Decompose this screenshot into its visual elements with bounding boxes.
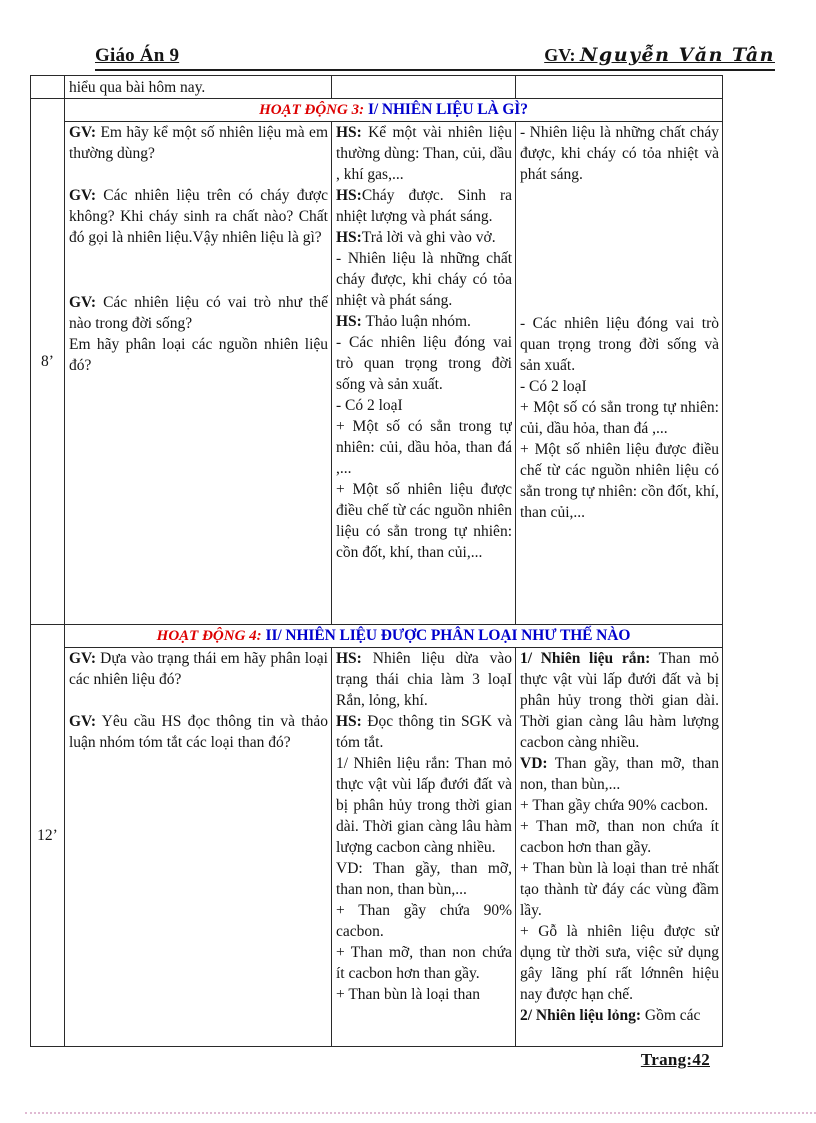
activity-3-header-row (31, 99, 723, 122)
paragraph-text: + Một số có sẳn trong tự nhiên: củi, dầu hỏa, than đá ,... (520, 399, 719, 437)
hs-paragraph (336, 248, 512, 311)
note-paragraph (520, 1005, 719, 1026)
gv-paragraph (69, 334, 328, 376)
paragraph-text: + Gỗ là nhiên liệu được sử dụng từ thời sưa, việc sử dụng gây lãng phí rất lớnnên hiệu nay được hạn chế. (520, 923, 719, 1003)
gv-cell (65, 648, 332, 1047)
note-paragraph (520, 122, 719, 185)
speaker-label: GV: (69, 294, 96, 311)
speaker-label: HS: (336, 713, 362, 730)
document-title: Giáo Án 9 (95, 45, 180, 66)
paragraph-text: Gồm các (641, 1007, 701, 1024)
note-paragraph (520, 795, 719, 816)
notes-cell (516, 122, 723, 625)
hs-paragraph (336, 395, 512, 416)
note-paragraph (520, 439, 719, 523)
hs-paragraph (336, 332, 512, 395)
carryover-text: hiểu qua bài hôm nay. (69, 79, 206, 96)
paragraph-text: + Một số nhiên liệu được điều chế từ các nguồn nhiên liệu có sẳn trong tự nhiên: cồn đốt, khí, than củi,... (520, 441, 719, 521)
hs-paragraph (336, 648, 512, 711)
notes-cell (516, 76, 723, 99)
paragraph-text: + Than bùn là loại than trẻ nhất tạo thành từ đáy các vùng đầm lầy. (520, 860, 719, 919)
paragraph-text: + Than mỡ, than non chứa ít cacbon hơn than gầy. (336, 944, 512, 982)
paragraph-text: Dựa vào trạng thái em hãy phân loại các nhiên liệu đó? (69, 650, 328, 688)
speaker-label: GV: (69, 124, 96, 141)
paragraph-text: 1/ Nhiên liệu rắn: Than mỏ thực vật vùi lấp đưới đất và bị phân hủy trong thời gian dài. Thời gian càng lâu hàm lượng cacbon càng nhiều. (336, 755, 512, 856)
teacher-credit (544, 44, 775, 66)
activity-3-content-row (31, 122, 723, 625)
speaker-label: HS: (336, 187, 362, 204)
paragraph-text: + Than gầy chứa 90% cacbon. (520, 797, 709, 814)
activity-label: HOẠT ĐỘNG 4: (156, 628, 262, 644)
paragraph-text: - Có 2 loạI (520, 378, 587, 395)
gv-cell (65, 122, 332, 625)
paragraph-text: - Các nhiên liệu đóng vai trò quan trọng trong đời sống và sản xuất. (336, 334, 512, 393)
gv-paragraph (69, 185, 328, 248)
paragraph-text: Em hãy phân loại các nguồn nhiên liệu đó? (69, 336, 328, 374)
speaker-label: HS: (336, 313, 362, 330)
note-paragraph (520, 816, 719, 858)
paragraph-text: Nhiên liệu dừa vào trạng thái chia làm 3 loạI Rắn, lỏng, khí. (336, 650, 512, 709)
speaker-label: HS: (336, 650, 362, 667)
hs-paragraph (336, 185, 512, 227)
hs-paragraph (336, 122, 512, 185)
hs-paragraph (336, 753, 512, 858)
gv-paragraph (69, 292, 328, 334)
note-paragraph (520, 648, 719, 753)
speaker-label: GV: (69, 650, 96, 667)
paragraph-text: Em hãy kể một số nhiên liệu mà em thường dùng? (69, 124, 328, 162)
hs-paragraph (336, 416, 512, 479)
activity-3-title-cell (65, 99, 723, 122)
speaker-label: GV: (69, 187, 96, 204)
paragraph-text: - Nhiên liệu là những chất cháy được, khi cháy có tỏa nhiệt và phát sáng. (520, 124, 719, 183)
gv-paragraph (69, 122, 328, 164)
hs-paragraph (336, 900, 512, 942)
hs-paragraph (336, 227, 512, 248)
hs-paragraph (336, 942, 512, 984)
carryover-row (31, 76, 723, 99)
activity-4-header-row (31, 625, 723, 648)
note-paragraph (520, 753, 719, 795)
paragraph-text: Các nhiên liệu có vai trò như thế nào trong đời sống? (69, 294, 328, 332)
page-header (95, 44, 775, 71)
paragraph-text: Đọc thông tin SGK và tóm tắt. (336, 713, 512, 751)
time-cell (31, 99, 65, 625)
hs-cell (332, 648, 516, 1047)
activity-4-content-row (31, 648, 723, 1047)
hs-cell (332, 122, 516, 625)
gv-paragraph (69, 648, 328, 690)
paragraph-text: VD: Than gầy, than mỡ, than non, than bùn,... (336, 860, 512, 898)
paragraph-text: Yêu cầu HS đọc thông tin và thảo luận nhóm tóm tắt các loại than đó? (69, 713, 328, 751)
duration: 8’ (41, 353, 54, 370)
hs-paragraph (336, 858, 512, 900)
paragraph-text: Các nhiên liệu trên có cháy được không? Khi cháy sinh ra chất nào? Chất đó gọi là nhiên liệu.Vậy nhiên liệu là gì? (69, 187, 328, 246)
hs-paragraph (336, 984, 512, 1005)
time-cell (31, 76, 65, 99)
speaker-label: HS: (336, 124, 362, 141)
paragraph-text: - Nhiên liệu là những chất cháy được, khi cháy có tỏa nhiệt và phát sáng. (336, 250, 512, 309)
note-paragraph (520, 313, 719, 376)
teacher-label: GV: (544, 45, 581, 65)
gv-cell (65, 76, 332, 99)
paragraph-text: Than gầy, than mỡ, than non, than bùn,... (520, 755, 719, 793)
term-label: 2/ Nhiên liệu lỏng: (520, 1007, 642, 1024)
paragraph-text: - Các nhiên liệu đóng vai trò quan trọng trong đời sống và sản xuất. (520, 315, 719, 374)
spacer (69, 248, 328, 292)
hs-paragraph (336, 711, 512, 753)
hs-cell (332, 76, 516, 99)
note-paragraph (520, 921, 719, 1005)
paragraph-text: Trả lời và ghi vào vở. (361, 229, 496, 246)
paragraph-text: - Có 2 loạI (336, 397, 403, 414)
paragraph-text: Than mỏ thực vật vùi lấp đưới đất và bị phân hủy trong thời gian dài. Thời gian càng lâu hàm lượng cacbon càng nhiều. (520, 650, 719, 751)
paragraph-text: + Than bùn là loại than (336, 986, 481, 1003)
lesson-plan-table (30, 75, 723, 1047)
activity-4-title-cell (65, 625, 723, 648)
bottom-dotted-divider (25, 1112, 816, 1114)
spacer (69, 164, 328, 185)
speaker-label: HS: (336, 229, 362, 246)
activity-title: I/ NHIÊN LIỆU LÀ GÌ? (367, 101, 528, 118)
hs-paragraph (336, 311, 512, 332)
activity-label: HOẠT ĐỘNG 3: (259, 102, 365, 118)
time-cell (31, 625, 65, 1047)
note-paragraph (520, 376, 719, 397)
duration: 12’ (37, 827, 58, 844)
paragraph-text: + Một số có sẳn trong tự nhiên: củi, dầu hỏa, than đá ,... (336, 418, 512, 477)
note-paragraph (520, 858, 719, 921)
paragraph-text: Thảo luận nhóm. (361, 313, 471, 330)
note-paragraph (520, 397, 719, 439)
activity-title: II/ NHIÊN LIỆU ĐƯỢC PHÂN LOẠI NHƯ THẾ NÀO (265, 627, 631, 644)
paragraph-text: + Than gầy chứa 90% cacbon. (336, 902, 512, 940)
term-label: VD: (520, 755, 548, 772)
teacher-name: Nguyễn Văn Tân (580, 44, 775, 66)
gv-paragraph (69, 711, 328, 753)
hs-paragraph (336, 479, 512, 563)
page-number: Trang:42 (640, 1050, 710, 1069)
paragraph-text: + Một số nhiên liệu được điều chế từ các nguồn nhiên liệu có sẳn trong tự nhiên: cồn đốt, khí, than củi,... (336, 481, 512, 561)
spacer (520, 185, 719, 313)
paragraph-text: Kể một vài nhiên liệu thường dùng: Than, củi, dầu , khí gas,... (336, 124, 512, 183)
spacer (69, 690, 328, 711)
speaker-label: GV: (69, 713, 96, 730)
paragraph-text: + Than mỡ, than non chứa ít cacbon hơn than gầy. (520, 818, 719, 856)
paragraph-text: Cháy được. Sinh ra nhiệt lượng và phát sáng. (336, 187, 512, 225)
term-label: 1/ Nhiên liệu rắn: (520, 650, 651, 667)
notes-cell (516, 648, 723, 1047)
